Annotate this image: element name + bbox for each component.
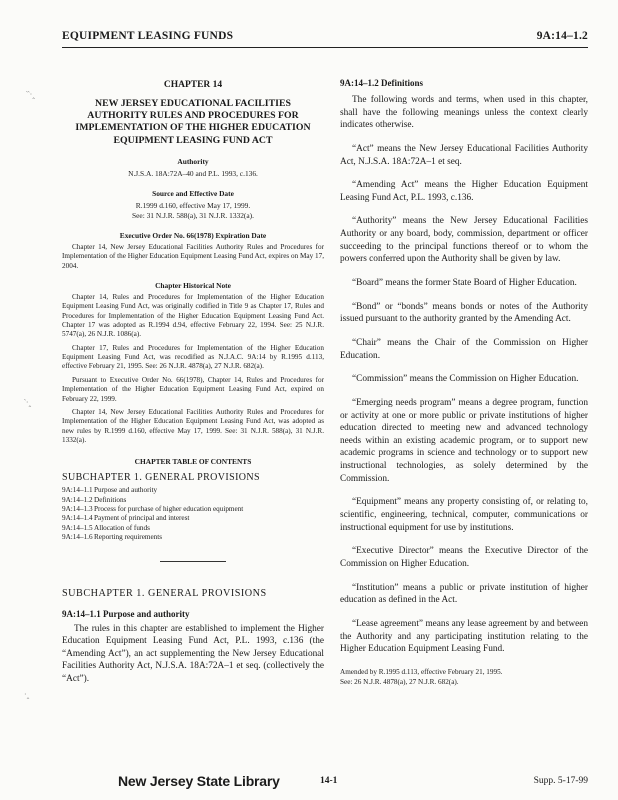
- definition-paragraph: “Institution” means a public or private institution of higher education as defined in the Act.: [340, 582, 588, 606]
- definition-paragraph: “Lease agreement” means any lease agreement by and between the Authority and any participating institution relating to the Higher Education Equipment Leasing Fund.: [340, 618, 588, 655]
- page-number: 14-1: [320, 776, 338, 786]
- executive-order-heading: Executive Order No. 66(1978) Expiration Date: [119, 230, 267, 240]
- toc-entry: 9A:14–1.4 Payment of principal and interest: [62, 514, 190, 523]
- header-title: EQUIPMENT LEASING FUNDS: [62, 30, 234, 42]
- historical-note-paragraph: Pursuant to Executive Order No. 66(1978), Chapter 14, Rules and Procedures for Implementation of the Higher Education Equipment Leasing Fund Act, expired on February 22, 1999.: [62, 375, 324, 403]
- amendment-note: Amended by R.1995 d.113, effective February 21, 1995. See: 26 N.J.R. 4878(a), 27 N.J.R. 682(a).: [340, 667, 503, 686]
- toc-subchapter: SUBCHAPTER 1. GENERAL PROVISIONS: [62, 472, 261, 484]
- running-header: [62, 30, 588, 46]
- margin-mark: ‵·‸: [24, 398, 32, 407]
- historical-note-heading: Chapter Historical Note: [155, 280, 231, 290]
- toc-heading: CHAPTER TABLE OF CONTENTS: [134, 457, 252, 467]
- definition-paragraph: “Equipment” means any property consisting of, or relating to, scientific, engineering, technical, computer, communications or instructional equipment for use by institutions.: [340, 497, 588, 533]
- source-text: R.1999 d.160, effective May 17, 1999. See: 31 N.J.R. 588(a), 31 N.J.R. 1332(a).: [132, 200, 254, 220]
- section-heading-purpose: 9A:14–1.1 Purpose and authority: [62, 608, 190, 619]
- chapter-title: NEW JERSEY EDUCATIONAL FACILITIES AUTHORITY RULES AND PROCEDURES FOR IMPLEMENTATION OF THE HIGHER EDUCATION EQUIPMENT LEASING FUND ACT: [75, 98, 311, 146]
- margin-mark: ·‸: [24, 690, 30, 699]
- executive-order-text: Chapter 14, New Jersey Educational Facilities Authority Rules and Procedures for Implementation of the Higher Education Equipment Leasing Fund Act, expires on May 17, 2004.: [62, 242, 324, 270]
- header-rule: [62, 47, 588, 48]
- left-column: [62, 62, 324, 694]
- toc-entry: 9A:14–1.6 Reporting requirements: [62, 533, 163, 542]
- definition-paragraph: “Amending Act” means the Higher Education Equipment Leasing Fund Act, P.L. 1993, c.136.: [340, 180, 588, 203]
- source-heading: Source and Effective Date: [152, 188, 234, 198]
- definition-paragraph: “Bond” or “bonds” means bonds or notes of the Authority issued pursuant to the authority granted by the Amending Act.: [340, 301, 588, 325]
- historical-note-paragraph: Chapter 14, New Jersey Educational Facilities Authority Rules and Procedures for Implementation of the Higher Education Equipment Leasing Fund Act, was adopted as new rules by R.1999 d.160, effective May 17, 1999. See: 31 N.J.R. 588(a), 31 N.J.R. 1332(a).: [62, 407, 324, 444]
- toc-list: [62, 486, 324, 542]
- authority-heading: Authority: [177, 156, 209, 166]
- library-stamp: New Jersey State Library: [118, 773, 280, 789]
- definition-paragraph: “Act” means the New Jersey Educational Facilities Authority Act, N.J.S.A. 18A:72A–1 et seq.: [340, 143, 588, 167]
- toc-entry: 9A:14–1.1 Purpose and authority: [62, 486, 158, 495]
- definition-paragraph: “Executive Director” means the Executive Director of the Commission on Higher Education.: [340, 546, 588, 569]
- supplement-date: Supp. 5-17-99: [533, 776, 588, 786]
- section-divider: [160, 561, 226, 562]
- toc-entry: 9A:14–1.2 Definitions: [62, 495, 127, 504]
- historical-note-paragraph: Chapter 14, Rules and Procedures for Implementation of the Higher Education Equipment Leasing Fund Act, was originally codified in Title 9 as Chapter 17, Rules and Procedures for Implementation of the Higher Education Equipment Leasing Fund Act. Chapter 17 was adopted as R.1994 d.94, effective February 22, 1994. See: 25 N.J.R. 5747(a), 26 N.J.R. 1086(a).: [62, 292, 324, 339]
- historical-note-paragraph: Chapter 17, Rules and Procedures for Implementation of the Higher Education Equipment Leasing Fund Act, was recodified as N.J.A.C. 9A:14 by R.1995 d.113, effective February 21, 1995. See: 26 N.J.R. 4878(a), 27 N.J.R. 682(a).: [62, 343, 324, 371]
- purpose-text: The rules in this chapter are established to implement the Higher Education Equipment Leasing Fund Act, P.L. 1993, c.136 (the “Amending Act”), an act supplementing the New Jersey Educational Facilities Authority Act, N.J.S.A. 18A:72A–1 et seq. (collectively the “Act”).: [62, 623, 324, 685]
- toc-entry: 9A:14–1.5 Allocation of funds: [62, 523, 150, 532]
- margin-mark: ‵‵·‸: [26, 90, 36, 99]
- definition-paragraph: “Emerging needs program” means a degree program, function or activity at one or more public or private institutions of higher education directed to meeting new and advanced technology needs within an existing academic program, or to support new academic programs in science and technology or to support new instructional technologies, as solely determined by the Commission.: [340, 397, 588, 484]
- definition-paragraph: “Board” means the former State Board of Higher Education.: [352, 278, 577, 289]
- toc-entry: 9A:14–1.3 Process for purchase of higher education equipment: [62, 505, 244, 514]
- definition-paragraph: “Chair” means the Chair of the Commission on Higher Education.: [340, 337, 588, 361]
- definition-paragraph: The following words and terms, when used in this chapter, shall have the following meanings unless the context clearly indicates otherwise.: [340, 95, 588, 131]
- definition-paragraph: “Authority” means the New Jersey Educational Facilities Authority or any board, body, commission, department or officer succeeding to the principal functions thereof or to whom the powers conferred upon the Authority shall be given by law.: [340, 216, 588, 265]
- section-heading-definitions: 9A:14–1.2 Definitions: [340, 78, 423, 88]
- authority-text: N.J.S.A. 18A:72A–40 and P.L. 1993, c.136.: [128, 168, 258, 178]
- chapter-number: CHAPTER 14: [163, 80, 223, 90]
- subchapter-heading: SUBCHAPTER 1. GENERAL PROVISIONS: [62, 587, 267, 599]
- right-column: [340, 62, 588, 687]
- definition-paragraph: “Commission” means the Commission on Higher Education.: [352, 374, 579, 385]
- header-section-number: 9A:14–1.2: [536, 30, 588, 42]
